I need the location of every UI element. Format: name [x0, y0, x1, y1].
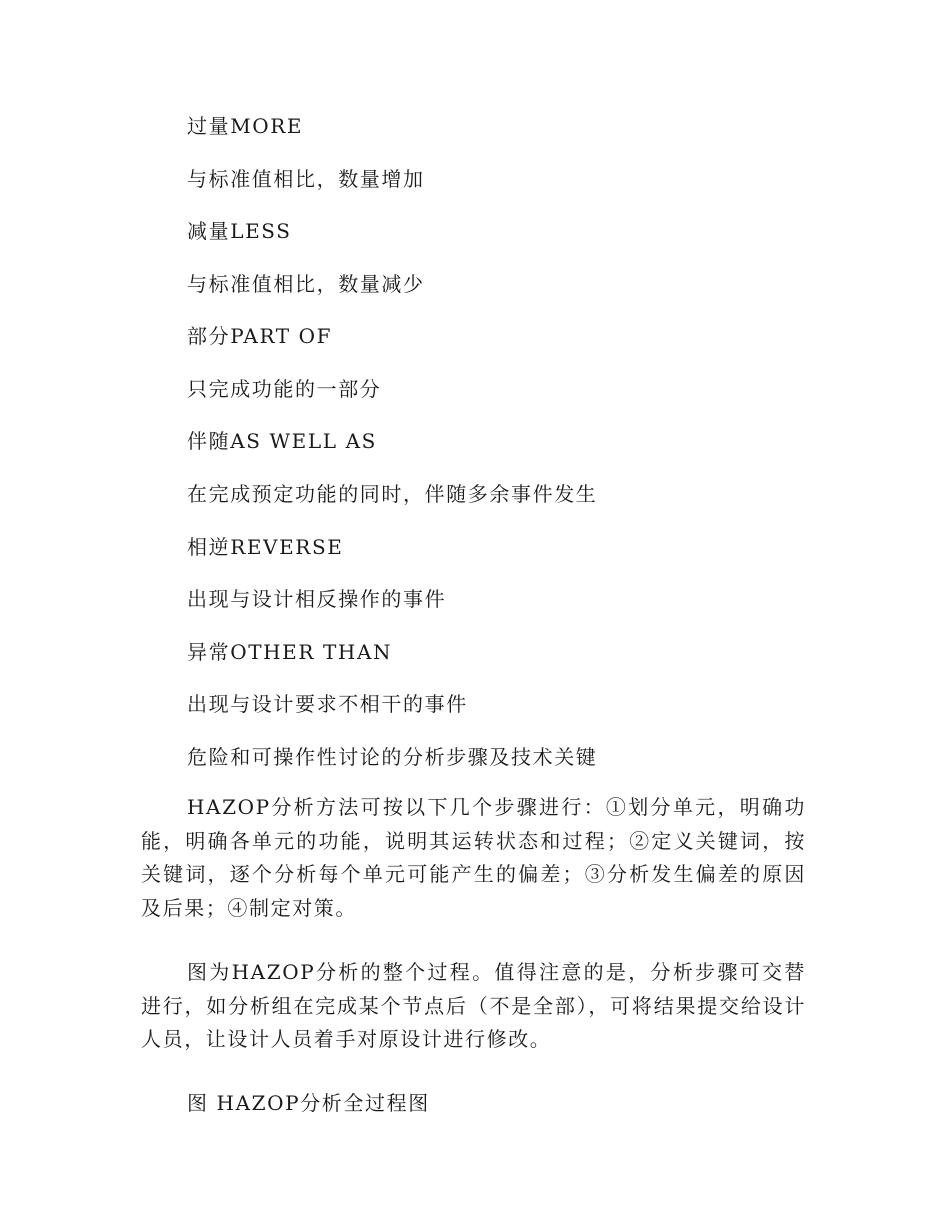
keyword-more: 过量MORE [187, 114, 304, 138]
keyword-part-of-description: 只完成功能的一部分 [187, 377, 382, 401]
keyword-more-description: 与标准值相比，数量增加 [187, 167, 425, 191]
hazop-steps-paragraph: HAZOP分析方法可按以下几个步骤进行：①划分单元，明确功能，明确各单元的功能，说明其运转状态和过程；②定义关键词，按关键词，逐个分析每个单元可能产生的偏差；③分析发生偏差的原因及后果；④制定对策。 [141, 795, 806, 920]
keyword-as-well-as-description: 在完成预定功能的同时，伴随多余事件发生 [187, 482, 598, 506]
keyword-other-than: 异常OTHER THAN [187, 640, 393, 664]
keyword-part-of: 部分PART OF [187, 324, 333, 348]
keyword-other-than-description: 出现与设计要求不相干的事件 [187, 692, 468, 716]
hazop-process-paragraph: 图为HAZOP分析的整个过程。值得注意的是，分析步骤可交替进行，如分析组在完成某个节点后（不是全部），可将结果提交给设计人员，让设计人员着手对原设计进行修改。 [141, 960, 806, 1051]
keyword-reverse-description: 出现与设计相反操作的事件 [187, 587, 447, 611]
keyword-as-well-as: 伴随AS WELL AS [187, 429, 377, 453]
figure-caption: 图 HAZOP分析全过程图 [187, 1091, 430, 1115]
keyword-less-description: 与标准值相比，数量减少 [187, 272, 425, 296]
section-heading: 危险和可操作性讨论的分析步骤及技术关键 [187, 745, 598, 769]
keyword-reverse: 相逆REVERSE [187, 535, 344, 559]
keyword-less: 减量LESS [187, 219, 292, 243]
